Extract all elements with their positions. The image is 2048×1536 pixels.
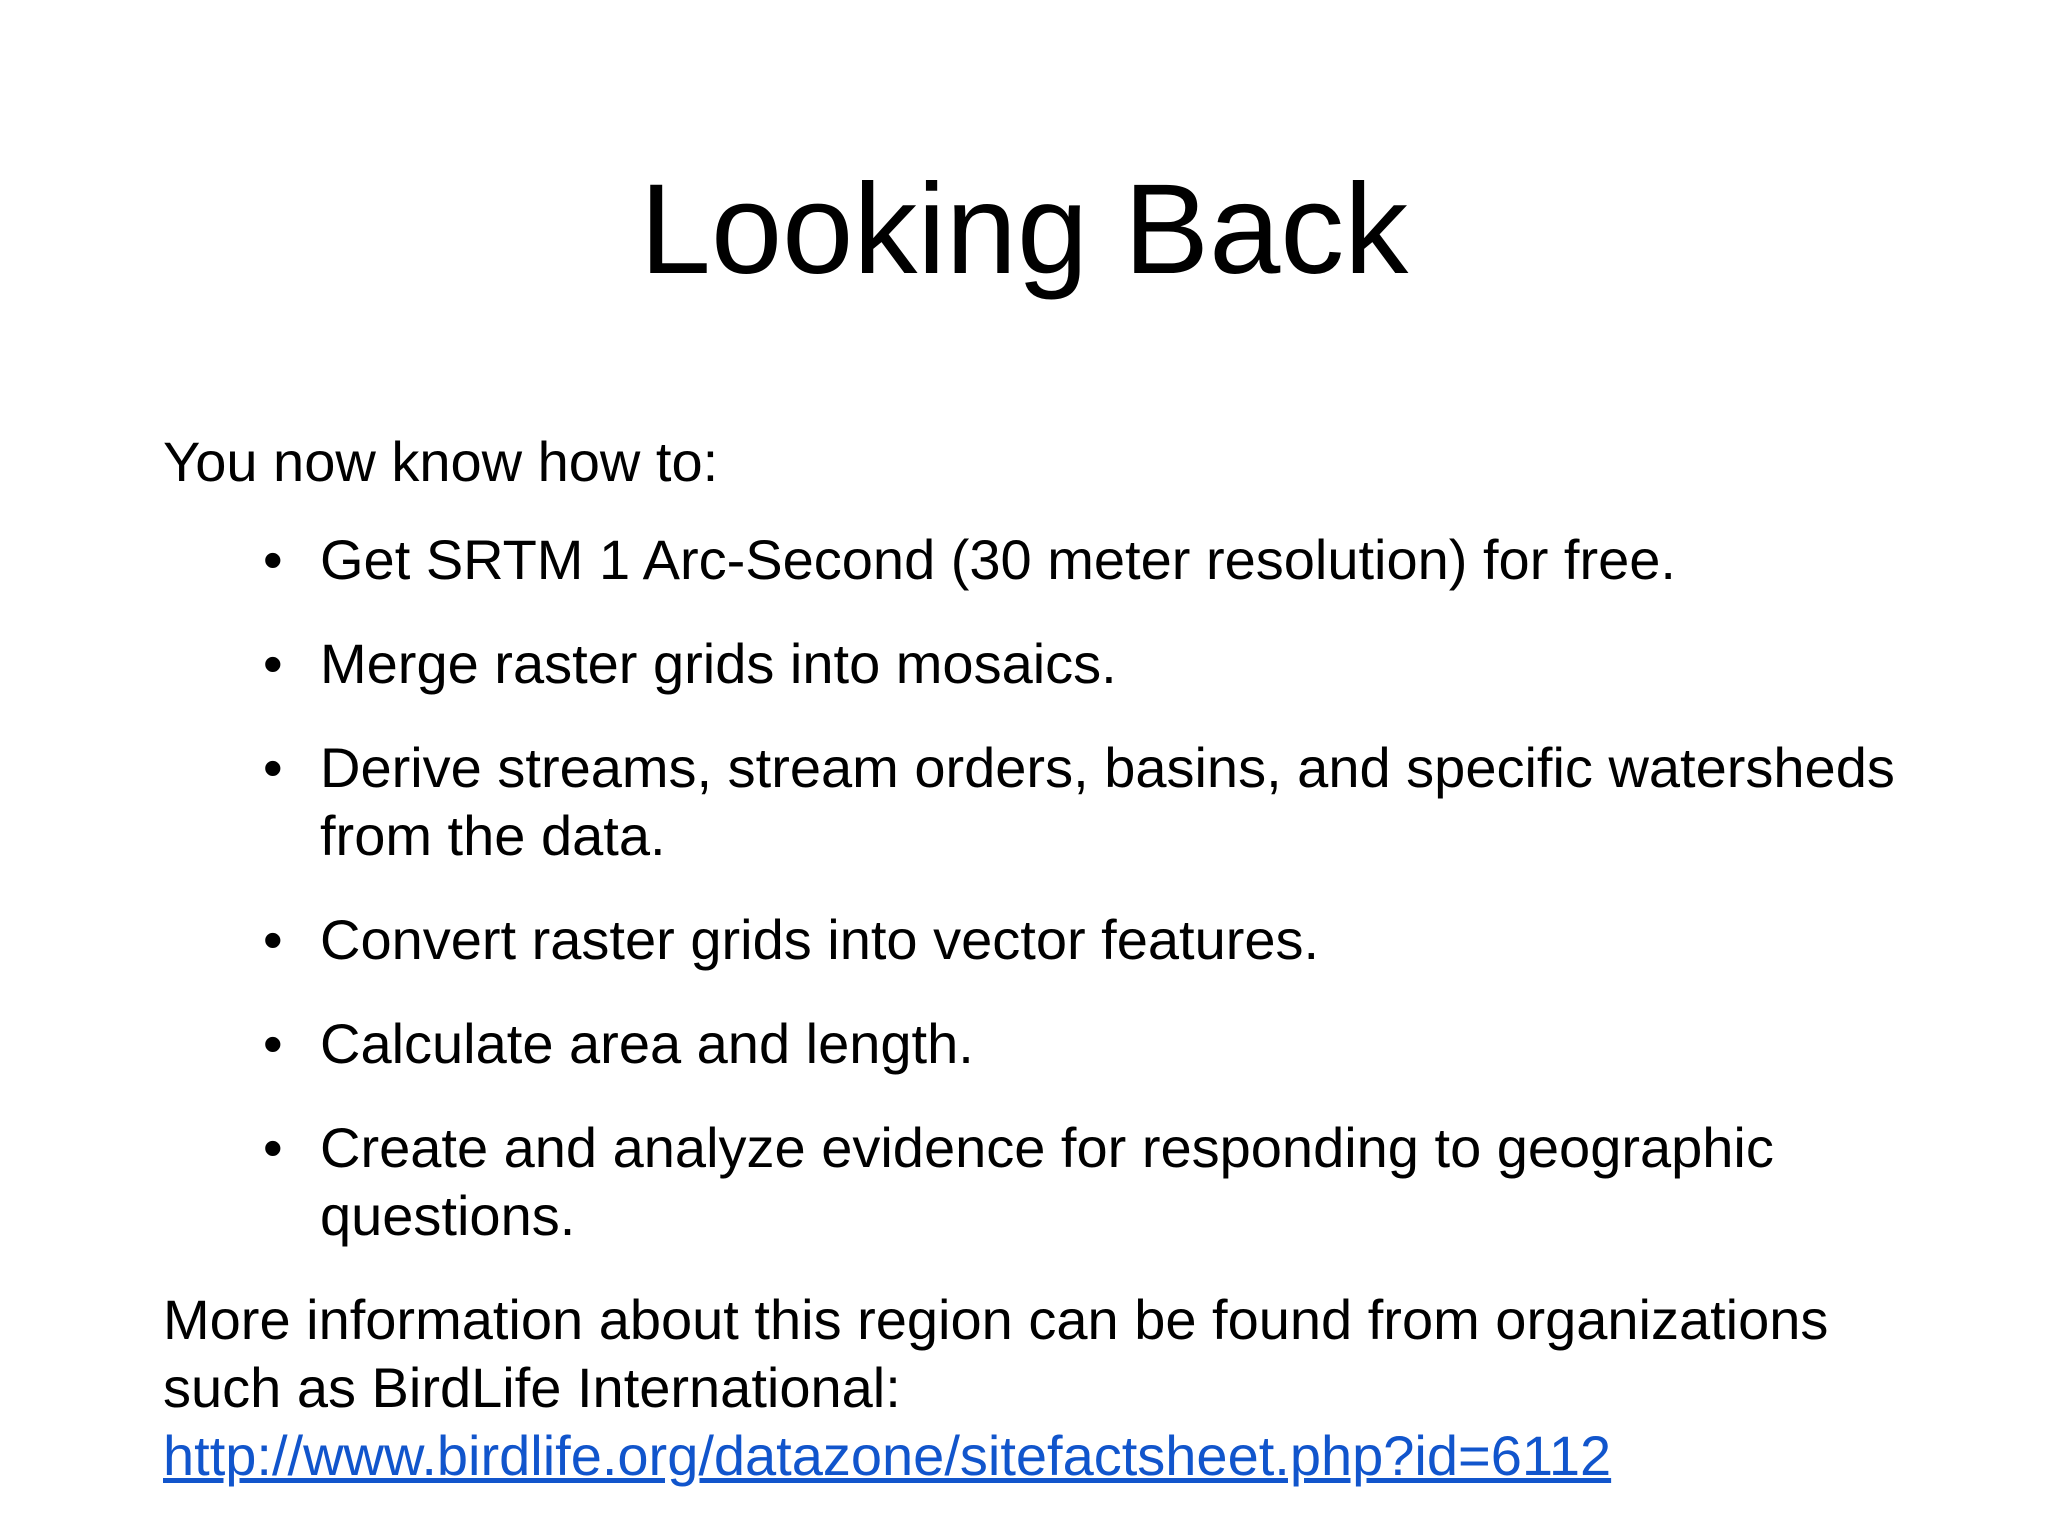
- bullet-text: Convert raster grids into vector features.: [320, 908, 1320, 971]
- bullet-item: [163, 1010, 1923, 1078]
- bullet-item: [163, 906, 1923, 974]
- bullet-text: Merge raster grids into mosaics.: [320, 632, 1117, 695]
- bullet-text: Derive streams, stream orders, basins, and specific watersheds from the data.: [320, 736, 1895, 867]
- bullet-text: Get SRTM 1 Arc-Second (30 meter resolution) for free.: [320, 528, 1676, 591]
- outro-paragraph: [163, 1286, 1923, 1490]
- bullet-icon: •: [263, 736, 283, 799]
- bullet-icon: •: [263, 1012, 283, 1075]
- birdlife-link[interactable]: http://www.birdlife.org/datazone/sitefactsheet.php?id=6112: [163, 1424, 1612, 1487]
- slide-body: [163, 428, 1923, 1490]
- bullet-icon: •: [263, 528, 283, 591]
- bullet-item: [163, 526, 1923, 594]
- bullet-icon: •: [263, 1116, 283, 1179]
- outro-text: More information about this region can be found from organizations such as BirdLife International:: [163, 1288, 1829, 1419]
- bullet-item: [163, 734, 1923, 870]
- bullet-text: Create and analyze evidence for responding to geographic questions.: [320, 1116, 1774, 1247]
- bullet-icon: •: [263, 632, 283, 695]
- bullet-text: Calculate area and length.: [320, 1012, 974, 1075]
- bullet-icon: •: [263, 908, 283, 971]
- intro-text: You now know how to:: [163, 430, 719, 493]
- bullet-item: [163, 1114, 1923, 1250]
- bullet-item: [163, 630, 1923, 698]
- slide-title: Looking Back: [639, 158, 1409, 301]
- bullet-list: [163, 526, 1923, 1250]
